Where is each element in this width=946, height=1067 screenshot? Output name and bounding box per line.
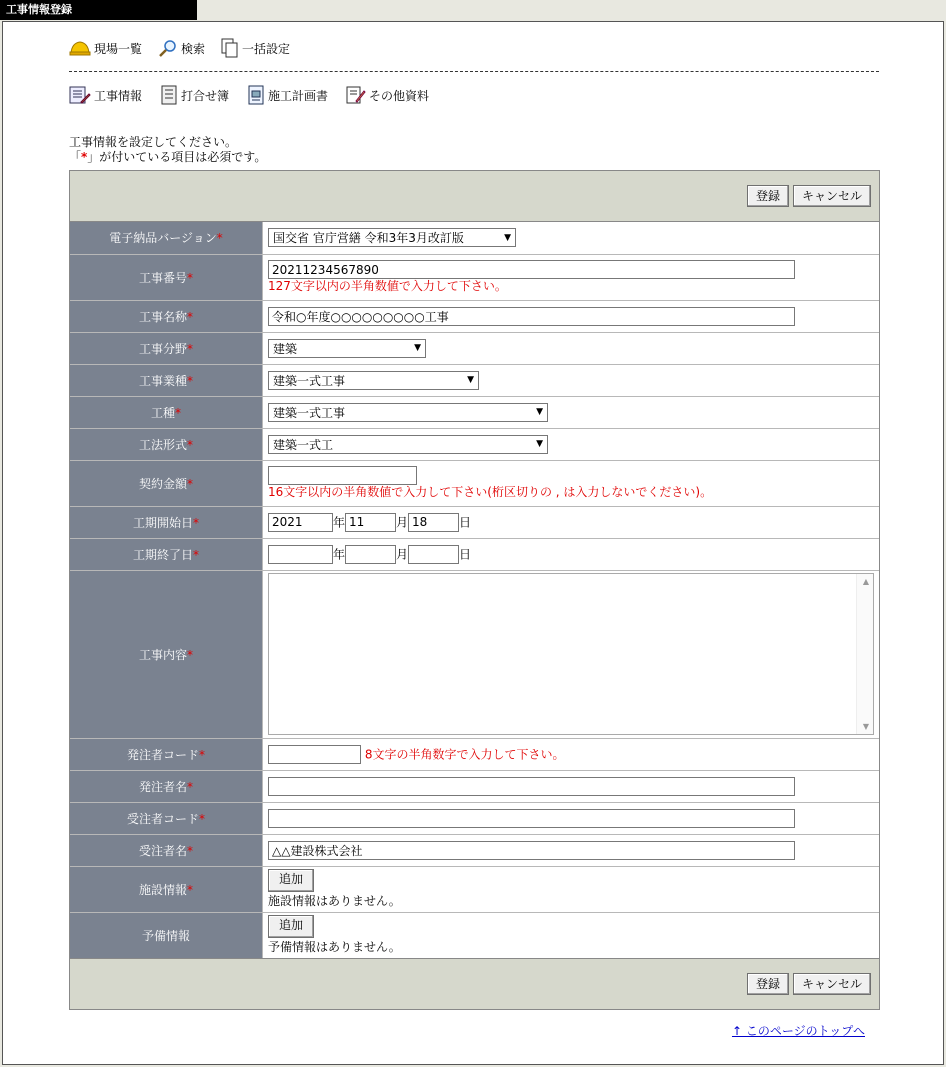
nav-meeting-record-label: 打合せ簿 <box>181 88 230 103</box>
label-industry: 工事業種* <box>70 364 263 396</box>
project-name-input[interactable] <box>268 307 795 326</box>
label-version: 電子納品バージョン* <box>70 222 263 254</box>
chevron-down-icon: ▼ <box>467 375 474 385</box>
nav-site-list-label: 現場一覧 <box>94 41 143 56</box>
nav-site-list[interactable] <box>69 39 142 57</box>
label-method: 工法形式* <box>70 428 263 460</box>
row-facility <box>70 866 879 912</box>
label-kind: 工種* <box>70 396 263 428</box>
form-table <box>70 222 879 958</box>
title-bar <box>0 0 946 22</box>
intro-line2 <box>69 150 266 165</box>
nav-project-info[interactable] <box>69 85 142 105</box>
intro-line1: 工事情報を設定してください。 <box>69 135 238 149</box>
label-contractor-code: 受注者コード* <box>70 802 263 834</box>
start-year-input[interactable] <box>268 513 333 532</box>
label-end: 工期終了日* <box>70 538 263 570</box>
start-month-input[interactable] <box>345 513 396 532</box>
label-start: 工期開始日* <box>70 506 263 538</box>
bottom-action-bar <box>70 958 879 1009</box>
plan-doc-icon <box>247 85 265 105</box>
primary-nav <box>69 38 290 58</box>
kind-select[interactable]: 建築一式工事 ▼ <box>268 403 548 422</box>
row-contractor-name <box>70 834 879 866</box>
end-year-input[interactable] <box>268 545 333 564</box>
facility-empty-text: 施設情報はありません。 <box>268 894 401 908</box>
row-start: 工期開始日* 2021 年11 月18 日 <box>70 506 879 538</box>
nav-meeting-record[interactable] <box>160 85 229 105</box>
contract-amount-input[interactable] <box>268 466 417 485</box>
row-method <box>70 428 879 460</box>
row-client-name <box>70 770 879 802</box>
client-code-input[interactable] <box>268 745 361 764</box>
reserve-add-button[interactable]: 追加 <box>268 915 314 938</box>
label-contractor-name: 受注者名* <box>70 834 263 866</box>
row-kind <box>70 396 879 428</box>
pencil-doc-icon <box>346 85 366 105</box>
register-button-top[interactable]: 登録 <box>747 185 789 207</box>
content-textarea[interactable] <box>268 573 874 735</box>
nav-bulk-settings-label: 一括設定 <box>242 41 291 56</box>
required-mark: * <box>81 150 88 164</box>
nav-construction-plan[interactable] <box>247 85 328 105</box>
label-facility: 施設情報* <box>70 866 263 912</box>
project-number-input[interactable] <box>268 260 795 279</box>
contract-amount-hint: 16文字以内の半角数値で入力して下さい(桁区切りの , は入力しないでください)。 <box>268 485 713 499</box>
row-industry <box>70 364 879 396</box>
cancel-button-bottom[interactable]: キャンセル <box>793 973 871 995</box>
scroll-down-icon[interactable]: ▼ <box>862 722 869 731</box>
reserve-empty-text: 予備情報はありません。 <box>268 940 401 955</box>
facility-add-button[interactable]: 追加 <box>268 869 314 892</box>
nav-project-info-label: 工事情報 <box>94 88 143 103</box>
notebook-icon <box>160 85 178 105</box>
nav-construction-plan-label: 施工計画書 <box>268 88 329 103</box>
client-code-hint: 8文字の半角数字で入力して下さい。 <box>364 747 565 761</box>
row-end: 工期終了日* 年 月 日 <box>70 538 879 570</box>
magnifier-icon <box>158 39 178 57</box>
row-contractor-code <box>70 802 879 834</box>
intro-text <box>69 135 266 165</box>
intro-line2-pre: 「 <box>69 150 82 164</box>
contractor-name-input[interactable] <box>268 841 795 860</box>
label-field: 工事分野* <box>70 332 263 364</box>
row-name <box>70 300 879 332</box>
helmet-icon <box>69 39 91 57</box>
main-panel <box>2 21 944 1065</box>
row-content <box>70 570 879 738</box>
cancel-button-top[interactable]: キャンセル <box>793 185 871 207</box>
label-content: 工事内容* <box>70 570 263 738</box>
project-form <box>69 170 880 1010</box>
label-reserve: 予備情報 <box>70 912 263 958</box>
nav-other-documents-label: その他資料 <box>369 88 430 103</box>
chevron-down-icon: ▼ <box>536 439 543 449</box>
document-copy-icon <box>221 38 239 58</box>
row-field <box>70 332 879 364</box>
row-reserve <box>70 912 879 958</box>
label-amount: 契約金額* <box>70 460 263 506</box>
row-version <box>70 222 879 254</box>
field-select[interactable]: 建築 ▼ <box>268 339 426 358</box>
version-select[interactable]: 国交省 官庁営繕 令和3年3月改訂版 ▼ <box>268 228 516 247</box>
end-month-input[interactable] <box>345 545 396 564</box>
intro-line2-post: 」が付いている項目は必須です。 <box>87 150 267 164</box>
label-number: 工事番号* <box>70 254 263 300</box>
textarea-scrollbar[interactable] <box>856 574 873 734</box>
row-amount <box>70 460 879 506</box>
label-name: 工事名称* <box>70 300 263 332</box>
nav-other-documents[interactable] <box>346 85 429 105</box>
chevron-down-icon: ▼ <box>414 343 421 353</box>
chevron-down-icon: ▼ <box>536 407 543 417</box>
nav-bulk-settings[interactable] <box>221 38 290 58</box>
top-action-bar <box>70 171 879 222</box>
start-day-input[interactable] <box>408 513 459 532</box>
window-title: 工事情報登録 <box>0 0 197 20</box>
chevron-down-icon: ▼ <box>504 232 511 243</box>
scroll-up-icon[interactable]: ▲ <box>862 577 869 586</box>
nav-search[interactable] <box>158 39 205 57</box>
client-name-input[interactable] <box>268 777 795 796</box>
label-client-code: 発注者コード* <box>70 738 263 770</box>
project-number-hint: 127文字以内の半角数値で入力して下さい。 <box>268 279 507 293</box>
industry-select[interactable]: 建築一式工事 ▼ <box>268 371 479 390</box>
contractor-code-input[interactable] <box>268 809 795 828</box>
method-select[interactable]: 建築一式工 ▼ <box>268 435 548 454</box>
row-number <box>70 254 879 300</box>
row-client-code <box>70 738 879 770</box>
nav-search-label: 検索 <box>181 41 206 56</box>
nav-separator <box>69 71 879 72</box>
edit-list-icon <box>69 85 91 105</box>
end-day-input[interactable] <box>408 545 459 564</box>
page-top-link[interactable]: ↑ このページのトップへ <box>731 1024 865 1038</box>
label-client-name: 発注者名* <box>70 770 263 802</box>
secondary-nav <box>69 84 429 106</box>
register-button-bottom[interactable]: 登録 <box>747 973 789 995</box>
